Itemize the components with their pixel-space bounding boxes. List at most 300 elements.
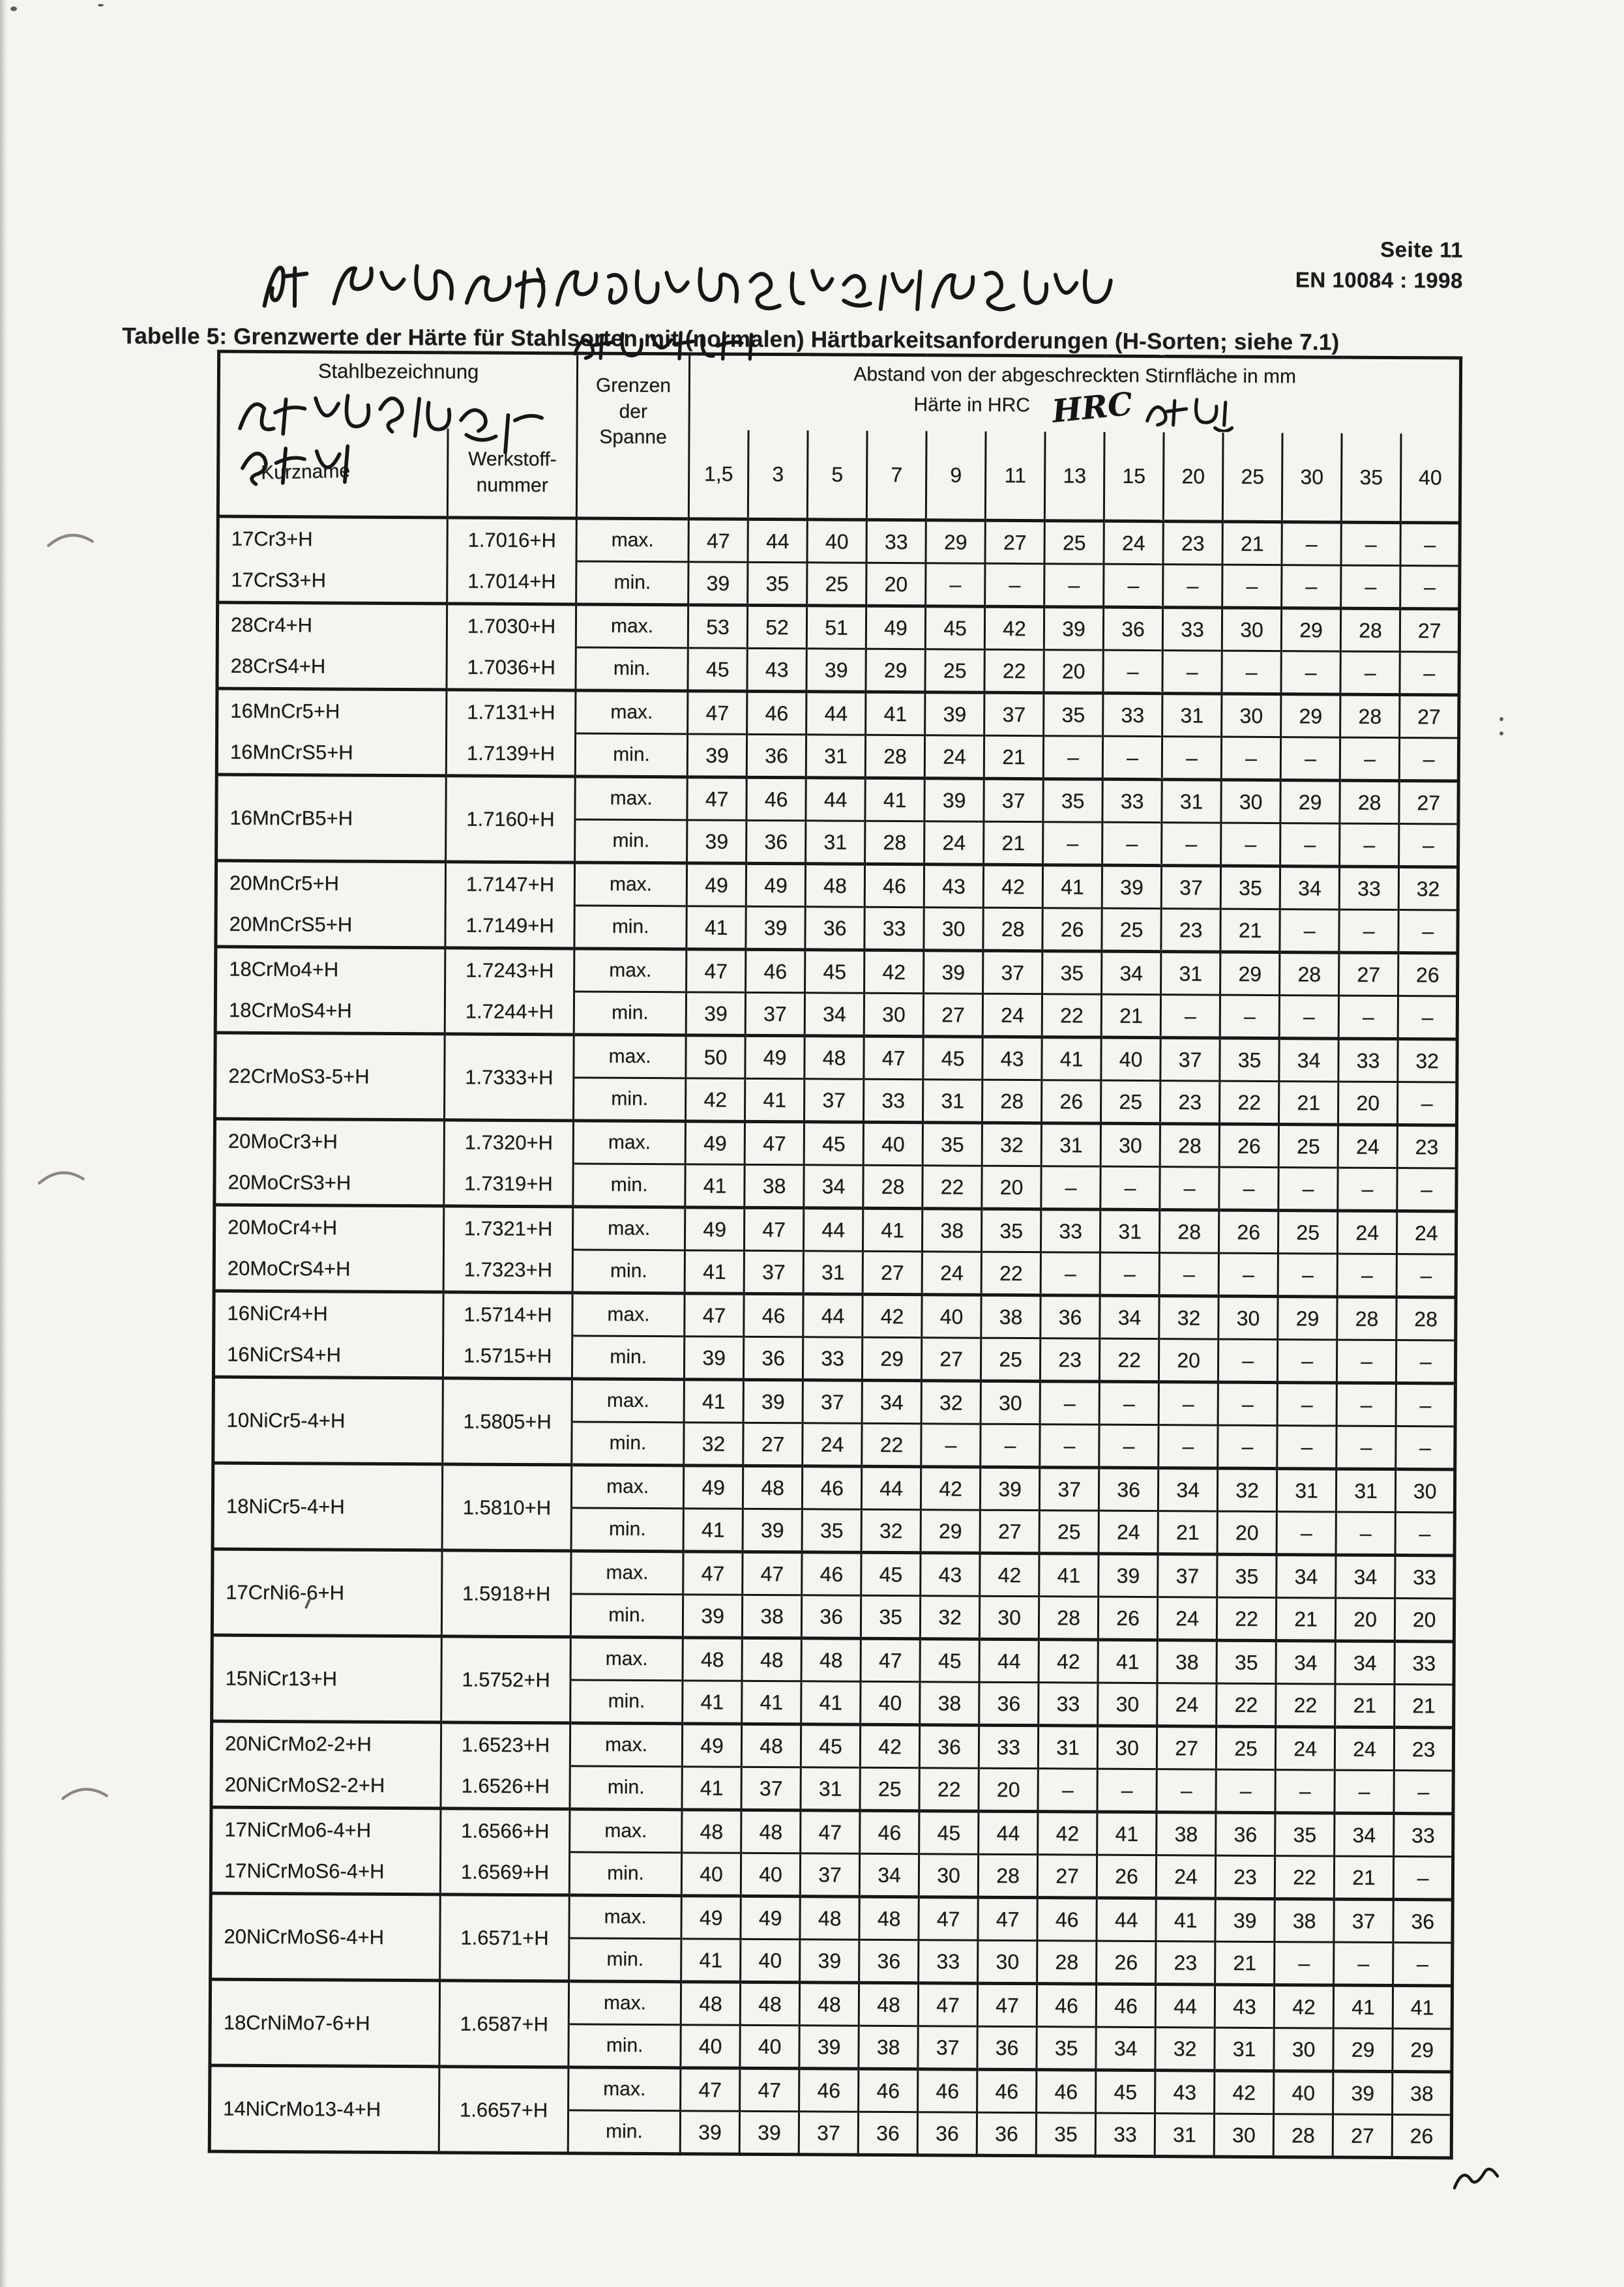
- hardness-value-cell: 31: [1038, 1726, 1097, 1769]
- hardness-value-cell: 33: [1095, 2113, 1155, 2156]
- hardness-value-cell: 22: [1217, 1597, 1276, 1640]
- hardness-value-cell: 24: [1156, 1855, 1215, 1898]
- hardness-value-cell: 29: [926, 520, 985, 563]
- hardness-value-cell: 39: [743, 1509, 802, 1552]
- hardness-value-cell: 45: [861, 1552, 921, 1595]
- hardness-value-cell: –: [1221, 823, 1280, 866]
- hardness-value-cell: 21: [1220, 909, 1280, 952]
- hardness-value-cell: –: [1157, 1769, 1216, 1812]
- steel-block-5-max-row: [216, 947, 1458, 996]
- hardness-value-cell: 33: [919, 1940, 978, 1983]
- hardness-value-cell: 21: [1334, 1856, 1393, 1899]
- hardness-value-cell: 38: [922, 1209, 981, 1252]
- hardness-value-cell: –: [1104, 564, 1163, 607]
- hardness-value-cell: –: [1038, 1769, 1097, 1812]
- hardness-value-cell: 47: [743, 1552, 802, 1595]
- hardness-value-cell: 48: [859, 1983, 918, 2026]
- hardness-value-cell: 27: [1400, 609, 1460, 652]
- hardness-value-cell: –: [1396, 1340, 1456, 1383]
- hardness-value-cell: –: [1102, 822, 1162, 865]
- hardness-value-cell: –: [1040, 1424, 1099, 1468]
- hardness-value-cell: 27: [1333, 2114, 1392, 2157]
- range-label-cell: max.: [570, 1723, 682, 1767]
- hardness-value-cell: 42: [863, 1294, 922, 1337]
- hardness-value-cell: 40: [1274, 2071, 1333, 2114]
- hardness-value-cell: 39: [746, 906, 805, 949]
- hardness-value-cell: 34: [862, 1380, 921, 1423]
- hardness-value-cell: 43: [924, 864, 983, 907]
- hardness-value-cell: 25: [1216, 1726, 1275, 1769]
- material-number-label-line2: nummer: [476, 474, 548, 497]
- hardness-value-cell: –: [1399, 738, 1459, 781]
- hardness-value-cell: 49: [683, 1466, 743, 1509]
- hardness-value-cell: 36: [1216, 1812, 1275, 1855]
- hardness-value-cell: 44: [806, 778, 865, 821]
- header-distance-0: 1,5: [688, 430, 748, 519]
- distance-from-face-label: Abstand von der abgeschreckten Stirnfläche in mm: [853, 363, 1297, 388]
- material-number-cell: 1.7036+H: [447, 647, 576, 690]
- hardness-value-cell: 46: [1096, 1984, 1155, 2027]
- hardness-value-cell: 36: [859, 1940, 919, 1983]
- hardness-value-cell: 47: [681, 2068, 740, 2111]
- steel-name-cell: 10NiCr5-4+H: [213, 1377, 443, 1464]
- hardness-value-cell: –: [1338, 1168, 1397, 1211]
- steel-block-4-max-row: [216, 861, 1458, 910]
- hardness-value-cell: 28: [1280, 952, 1339, 996]
- hardness-value-cell: 27: [921, 1338, 981, 1381]
- hardness-value-cell: 29: [1333, 2028, 1393, 2071]
- range-limits-label: Grenzen der Spanne: [595, 374, 672, 449]
- hardness-value-cell: 33: [803, 1337, 862, 1380]
- hardness-value-cell: –: [1280, 737, 1340, 780]
- hardness-value-cell: 36: [746, 820, 806, 863]
- handwritten-hrc-annotation: HRC: [1050, 385, 1134, 430]
- hardness-value-cell: 30: [919, 1854, 978, 1897]
- steel-name-cell: 22CrMoS3-5+H: [215, 1033, 445, 1120]
- hardness-value-cell: 27: [1339, 952, 1398, 996]
- steel-name-cell: 18CrNiMo7-6+H: [210, 1979, 440, 2067]
- hardness-value-cell: –: [1335, 1770, 1394, 1813]
- handwritten-maxmin-annotation: [567, 325, 763, 368]
- hardness-value-cell: 28: [865, 735, 924, 778]
- hardness-value-cell: 41: [745, 1078, 805, 1121]
- hardness-value-cell: 22: [1042, 994, 1101, 1037]
- hardness-value-cell: 41: [681, 1939, 741, 1982]
- range-label-cell: max.: [569, 1895, 681, 1939]
- hardness-value-cell: 29: [921, 1510, 980, 1553]
- steel-name-cell: 18CrMoS4+H: [215, 990, 445, 1034]
- hardness-value-cell: 39: [1099, 1554, 1158, 1597]
- hardness-value-cell: 35: [1220, 1038, 1279, 1081]
- hardness-value-cell: 30: [1222, 694, 1281, 737]
- material-number-cell: 1.5805+H: [443, 1378, 572, 1465]
- steel-block-15-min-row: [211, 1850, 1453, 1900]
- hardness-value-cell: 24: [1099, 1511, 1158, 1554]
- hardness-value-cell: 41: [685, 1164, 745, 1207]
- header-distance-5: 11: [985, 432, 1045, 521]
- hardness-value-cell: –: [1340, 651, 1400, 694]
- hardness-value-cell: 30: [1100, 1123, 1160, 1166]
- hardness-value-cell: 49: [745, 1035, 805, 1078]
- hardness-value-cell: 26: [1042, 1080, 1101, 1123]
- hardness-value-cell: 21: [1335, 1684, 1395, 1727]
- hardness-value-cell: 42: [1039, 1640, 1098, 1683]
- hardness-value-cell: 39: [980, 1467, 1039, 1510]
- material-number-cell: 1.5715+H: [443, 1335, 572, 1379]
- hardness-value-cell: 48: [859, 1896, 919, 1940]
- hardness-value-cell: –: [1277, 1426, 1336, 1469]
- range-label-cell: min.: [572, 1250, 685, 1293]
- hardness-value-cell: 31: [1336, 1469, 1395, 1512]
- hardness-value-cell: –: [1341, 565, 1400, 608]
- header-distance-11: 35: [1341, 434, 1401, 523]
- hardness-value-cell: 44: [748, 519, 807, 562]
- range-label-cell: max.: [570, 1637, 683, 1681]
- range-label-cell: max.: [574, 1035, 686, 1078]
- hardness-value-cell: 33: [1162, 608, 1222, 651]
- hardness-value-cell: 28: [863, 1165, 923, 1208]
- hardness-value-cell: –: [1218, 1425, 1277, 1468]
- hardness-value-cell: 36: [801, 1595, 861, 1638]
- hardness-value-cell: 24: [803, 1423, 862, 1466]
- hardness-value-cell: 28: [1037, 1941, 1097, 1984]
- range-label-cell: min.: [574, 992, 686, 1035]
- hardness-value-cell: 24: [924, 821, 984, 864]
- hardness-value-cell: 25: [1278, 1211, 1337, 1254]
- material-number-cell: 1.5752+H: [441, 1636, 571, 1723]
- steel-name-cell: 28Cr4+H: [217, 602, 447, 647]
- hardness-value-cell: –: [1341, 522, 1400, 565]
- hardness-value-cell: –: [1400, 652, 1460, 695]
- hardness-value-cell: 30: [978, 1940, 1037, 1983]
- range-label-cell: min.: [569, 1938, 681, 1982]
- page-header-block: [1209, 233, 1463, 296]
- hardness-value-cell: 34: [1336, 1555, 1395, 1598]
- steel-block-2-max-row: [217, 688, 1460, 738]
- hardness-value-cell: 35: [1275, 1813, 1335, 1856]
- steel-name-cell: 17CrS3+H: [218, 559, 447, 604]
- hardness-value-cell: 26: [1218, 1210, 1278, 1253]
- steel-block-16-max-row: [211, 1893, 1453, 1943]
- hardness-value-cell: 35: [981, 1209, 1041, 1252]
- hardness-value-cell: 48: [682, 1810, 741, 1853]
- steel-block-0-max-row: [218, 516, 1460, 566]
- hardness-value-cell: 46: [802, 1466, 861, 1509]
- hardness-value-cell: 23: [1040, 1338, 1099, 1381]
- hardness-value-cell: 48: [741, 1810, 801, 1853]
- hardness-value-cell: 38: [742, 1595, 801, 1638]
- hardness-value-cell: 41: [1333, 1985, 1393, 2028]
- hardness-value-cell: 36: [746, 734, 806, 777]
- hardness-value-cell: –: [1397, 1168, 1457, 1211]
- hardness-value-cell: 23: [1163, 522, 1222, 565]
- hardness-value-cell: 33: [1102, 779, 1162, 822]
- table-header: [218, 351, 1460, 523]
- steel-name-cell: 14NiCrMo13-4+H: [209, 2065, 439, 2153]
- range-label-cell: min.: [572, 1336, 684, 1380]
- material-number-cell: 1.7243+H: [445, 948, 574, 992]
- hardness-value-cell: –: [985, 563, 1044, 606]
- hardness-value-cell: 42: [984, 606, 1044, 649]
- hardness-value-cell: 28: [1340, 608, 1400, 651]
- hardness-value-cell: 35: [1220, 866, 1280, 909]
- hardness-value-cell: 35: [1037, 2027, 1096, 2070]
- hardness-value-cell: 28: [1340, 780, 1399, 823]
- header-steel-designation: [218, 351, 578, 429]
- hardness-value-cell: 44: [1097, 1898, 1156, 1941]
- hardness-value-cell: –: [1099, 1424, 1159, 1468]
- material-number-cell: 1.7147+H: [445, 862, 574, 906]
- hardness-value-cell: –: [1338, 996, 1398, 1039]
- steel-block-9-max-row: [214, 1291, 1456, 1340]
- hardness-value-cell: 41: [866, 692, 925, 735]
- hardness-value-cell: 37: [745, 992, 805, 1035]
- hardness-value-cell: 33: [979, 1725, 1038, 1768]
- hardness-value-cell: 34: [1276, 1641, 1335, 1684]
- hardness-value-cell: 21: [1395, 1685, 1454, 1728]
- hardness-value-cell: 20: [1044, 650, 1103, 693]
- steel-block-7-min-row: [214, 1162, 1457, 1211]
- hardness-value-cell: 37: [1161, 866, 1220, 909]
- hardness-value-cell: 38: [859, 2026, 918, 2069]
- material-number-cell: 1.6566+H: [441, 1808, 570, 1852]
- steel-name-cell: 16MnCr5+H: [217, 688, 447, 733]
- hardness-value-cell: 32: [1217, 1468, 1277, 1511]
- hardness-value-cell: –: [1041, 1252, 1100, 1295]
- hardness-value-cell: 37: [799, 2112, 858, 2155]
- hardness-value-cell: 35: [1043, 779, 1102, 822]
- hardness-value-cell: 39: [683, 1595, 742, 1638]
- hardness-value-cell: 45: [801, 1724, 860, 1767]
- hardness-value-cell: 46: [799, 2069, 859, 2112]
- range-label-cell: min.: [569, 1852, 681, 1896]
- hardness-value-cell: –: [1162, 651, 1222, 694]
- hardness-value-cell: 22: [1220, 1081, 1279, 1124]
- header-range-limits: [576, 353, 689, 519]
- hardness-value-cell: 28: [983, 907, 1042, 951]
- steel-block-10-max-row: [213, 1377, 1456, 1426]
- hardness-value-cell: 38: [1275, 1899, 1334, 1942]
- hardness-value-cell: 27: [923, 994, 982, 1037]
- hardness-value-cell: 31: [923, 1080, 982, 1123]
- hardness-value-cell: 49: [685, 1121, 745, 1164]
- hardness-value-cell: 37: [1334, 1899, 1393, 1942]
- hardness-value-cell: 36: [919, 1725, 979, 1768]
- hardness-value-cell: 41: [1156, 1898, 1215, 1941]
- hardness-value-cell: –: [1393, 1943, 1453, 1986]
- hardness-value-cell: 33: [1395, 1642, 1454, 1685]
- hardness-value-cell: 48: [681, 1982, 740, 2025]
- hardness-value-cell: 34: [1158, 1468, 1217, 1511]
- hardness-value-cell: –: [1100, 1166, 1160, 1209]
- hardness-value-cell: –: [921, 1424, 981, 1467]
- hardness-value-cell: 33: [1339, 866, 1398, 909]
- hardness-value-cell: 32: [1155, 2028, 1215, 2071]
- hardness-value-cell: 28: [1273, 2114, 1333, 2157]
- hardness-value-cell: 33: [866, 520, 926, 563]
- hardness-value-cell: –: [1399, 824, 1459, 867]
- hardness-value-cell: 24: [1157, 1683, 1217, 1726]
- hardness-value-cell: –: [1278, 1168, 1338, 1211]
- hardness-value-cell: 30: [1222, 608, 1281, 651]
- hardness-value-cell: 41: [801, 1681, 861, 1724]
- hardness-value-cell: 35: [802, 1509, 861, 1552]
- range-label-cell: max.: [576, 518, 688, 562]
- hardness-value-cell: 52: [747, 605, 806, 648]
- hardness-value-cell: 46: [802, 1552, 861, 1595]
- steel-name-cell: 20NiCrMo2-2+H: [211, 1721, 441, 1765]
- hardness-value-cell: –: [1336, 1383, 1396, 1426]
- hardness-value-cell: 44: [803, 1208, 863, 1251]
- steel-name-cell: 16MnCrB5+H: [216, 775, 447, 862]
- hardness-value-cell: 46: [746, 949, 805, 992]
- hardness-value-cell: –: [1218, 1382, 1277, 1425]
- hardness-value-cell: 38: [1157, 1640, 1217, 1683]
- hardness-value-cell: 42: [1215, 2071, 1274, 2114]
- hardness-value-cell: 20: [1395, 1599, 1454, 1642]
- hardness-value-cell: 29: [1220, 952, 1280, 995]
- hardness-value-cell: 24: [1157, 1597, 1217, 1640]
- steel-name-cell: 20MoCr4+H: [214, 1205, 443, 1249]
- hardness-value-cell: 21: [1279, 1082, 1338, 1125]
- hardness-value-cell: 33: [1395, 1556, 1455, 1599]
- hardness-value-cell: –: [1396, 1383, 1456, 1426]
- steel-block-1-min-row: [217, 645, 1460, 695]
- hardness-value-cell: 35: [1044, 693, 1103, 736]
- hardness-value-cell: –: [1160, 995, 1220, 1038]
- range-label-cell: min.: [568, 2110, 680, 2154]
- hardness-value-cell: 24: [1275, 1727, 1335, 1770]
- hardness-value-cell: 46: [746, 777, 806, 820]
- hardness-value-cell: 30: [1221, 780, 1280, 823]
- hardness-value-cell: 40: [922, 1295, 981, 1338]
- hardness-value-cell: 26: [1097, 1941, 1156, 1984]
- range-label-cell: max.: [574, 949, 687, 992]
- hardness-value-cell: 39: [924, 778, 984, 821]
- hardness-value-cell: 48: [805, 864, 864, 907]
- hardness-value-cell: 24: [982, 994, 1042, 1037]
- table-caption: Tabelle 5: Grenzwerte der Härte für Stahlsorten mit (normalen) Härtbarkeitsanforderungen (H-Sorten; siehe 7.1): [122, 323, 1340, 355]
- hardness-value-cell: 23: [1397, 1125, 1457, 1168]
- hardness-value-cell: 40: [861, 1681, 920, 1724]
- steel-block-6-max-row: [215, 1033, 1458, 1082]
- hardness-value-cell: 41: [1098, 1640, 1157, 1683]
- hardness-value-cell: 41: [1039, 1554, 1099, 1597]
- hardness-value-cell: 39: [686, 992, 745, 1035]
- hardness-value-cell: 25: [1101, 1080, 1160, 1123]
- hardness-value-cell: –: [1400, 566, 1460, 609]
- hardness-value-cell: 40: [741, 1939, 800, 1982]
- hardness-value-cell: 43: [921, 1553, 980, 1596]
- steel-block-0-min-row: [218, 559, 1460, 609]
- material-number-cell: 1.7149+H: [445, 905, 574, 949]
- hardness-value-cell: –: [1162, 737, 1221, 780]
- hardness-value-cell: 24: [1104, 521, 1163, 564]
- steel-name-cell: 16MnCrS5+H: [216, 731, 446, 776]
- hardness-value-cell: 47: [864, 1036, 923, 1079]
- hardness-value-cell: 34: [1102, 951, 1161, 994]
- hardness-value-cell: 24: [922, 1252, 981, 1295]
- hardness-value-cell: 28: [1396, 1297, 1456, 1340]
- hardness-value-cell: 32: [1398, 1039, 1458, 1082]
- range-label-cell: max.: [570, 1809, 682, 1853]
- header-distance-1: 3: [748, 430, 808, 520]
- hardness-value-cell: –: [1281, 651, 1340, 694]
- hardness-value-cell: 39: [806, 649, 866, 692]
- steel-name-cell: 18CrMo4+H: [216, 947, 445, 991]
- hardness-value-cell: 23: [1394, 1728, 1454, 1771]
- hardness-value-cell: –: [1398, 910, 1458, 953]
- hardness-value-cell: 21: [1222, 522, 1282, 565]
- hardness-value-cell: –: [1041, 1166, 1100, 1209]
- hardness-value-cell: 30: [1218, 1296, 1278, 1339]
- hardness-value-cell: 33: [1338, 1039, 1398, 1082]
- steel-name-cell: 15NiCr13+H: [212, 1635, 442, 1722]
- hardness-value-cell: 26: [1219, 1124, 1278, 1167]
- steel-block-15-max-row: [211, 1807, 1454, 1857]
- header-distance-8: 20: [1163, 432, 1223, 522]
- hardness-value-cell: 41: [685, 1250, 744, 1293]
- hardness-value-cell: 34: [805, 993, 864, 1036]
- material-number-cell: 1.7333+H: [445, 1034, 574, 1121]
- header-group-row: [218, 351, 1461, 434]
- hardness-value-cell: 33: [1394, 1814, 1454, 1857]
- hardness-value-cell: 20: [1335, 1598, 1395, 1641]
- hardness-value-cell: 28: [1159, 1210, 1218, 1253]
- steel-name-cell: 17CrNi6-6+H: [212, 1549, 442, 1636]
- material-number-cell: 1.7320+H: [444, 1120, 573, 1164]
- hardness-value-cell: 33: [1041, 1209, 1100, 1252]
- hardness-value-cell: 41: [1042, 1037, 1101, 1080]
- hardness-unit-label: Härte in HRC: [913, 394, 1030, 417]
- hardness-value-cell: 37: [744, 1250, 803, 1293]
- hardness-value-cell: 31: [806, 735, 865, 778]
- material-number-cell: 1.6569+H: [440, 1852, 569, 1895]
- hardness-value-cell: –: [1277, 1340, 1336, 1383]
- range-label-cell: max.: [571, 1465, 683, 1509]
- hardness-value-cell: 30: [1097, 1726, 1157, 1769]
- hardness-value-cell: 30: [1098, 1683, 1157, 1726]
- hardness-value-cell: 28: [1039, 1597, 1098, 1640]
- range-label-cell: max.: [568, 2067, 681, 2111]
- material-number-cell: 1.6571+H: [440, 1895, 570, 1981]
- range-label-cell: min.: [572, 1422, 684, 1466]
- header-distance-12: 40: [1400, 434, 1460, 523]
- hardness-value-cell: 42: [1038, 1812, 1097, 1855]
- hardness-value-cell: 40: [741, 1853, 800, 1896]
- hardness-value-cell: 31: [1041, 1123, 1100, 1166]
- hardness-value-cell: 48: [800, 1896, 859, 1940]
- hardness-value-cell: 45: [1096, 2070, 1155, 2113]
- hardness-value-cell: 43: [982, 1037, 1042, 1080]
- steel-name-cell: 20MoCr3+H: [214, 1119, 444, 1163]
- hardness-value-cell: –: [1334, 1942, 1393, 1985]
- hardness-value-cell: 46: [859, 2069, 918, 2112]
- hardness-value-cell: 47: [683, 1552, 743, 1595]
- hardness-value-cell: 35: [1036, 2113, 1095, 2156]
- steel-block-7-max-row: [214, 1119, 1457, 1168]
- hardness-value-cell: 20: [866, 563, 926, 606]
- hardness-value-cell: 47: [919, 1897, 978, 1940]
- hardness-value-cell: 37: [800, 1853, 859, 1896]
- material-number-cell: 1.7319+H: [444, 1163, 573, 1207]
- hardness-value-cell: –: [1218, 1253, 1278, 1296]
- hardness-value-cell: 47: [977, 1983, 1037, 2026]
- hardness-value-cell: 36: [977, 2026, 1037, 2069]
- hardness-value-cell: 48: [740, 1982, 799, 2025]
- hardness-value-cell: 47: [688, 519, 748, 562]
- hardness-value-cell: 39: [924, 951, 983, 994]
